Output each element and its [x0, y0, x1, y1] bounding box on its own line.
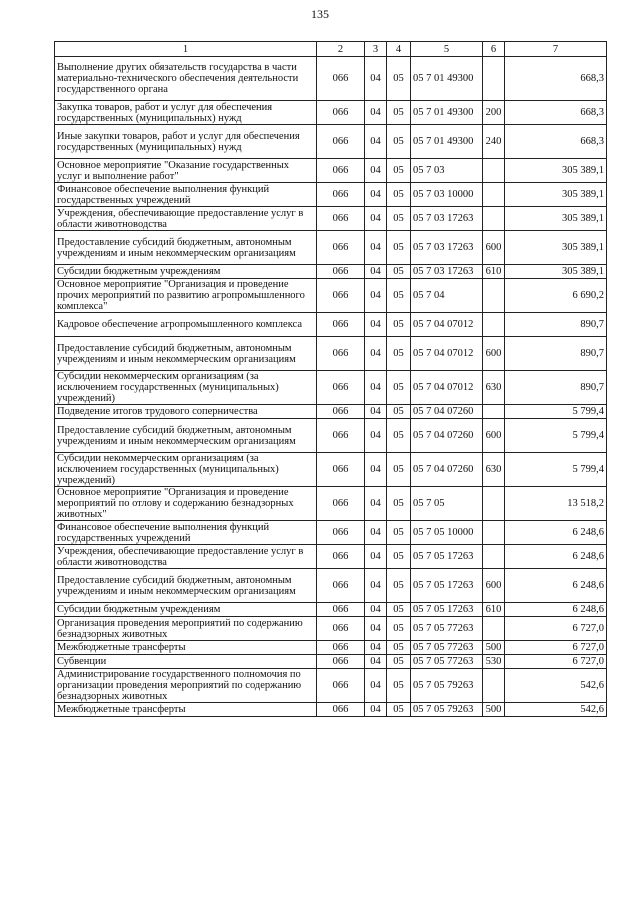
row-amount: 5 799,4 — [505, 405, 607, 419]
row-name: Иные закупки товаров, работ и услуг для обеспечения государственных (муниципальных) нужд — [55, 125, 317, 159]
row-subsection: 05 — [387, 669, 411, 703]
row-admin-code: 066 — [317, 617, 365, 641]
row-amount: 6 727,0 — [505, 655, 607, 669]
row-subsection: 05 — [387, 569, 411, 603]
row-amount: 6 248,6 — [505, 603, 607, 617]
row-admin-code: 066 — [317, 419, 365, 453]
row-amount: 305 389,1 — [505, 183, 607, 207]
row-name: Предоставление субсидий бюджетным, автономным учреждениям и иным некоммерческим организациям — [55, 231, 317, 265]
row-name: Субсидии бюджетным учреждениям — [55, 265, 317, 279]
row-section: 04 — [365, 279, 387, 313]
table-row — [55, 655, 607, 669]
table-row — [55, 337, 607, 371]
table-row — [55, 313, 607, 337]
row-expense-type — [483, 313, 505, 337]
row-section: 04 — [365, 125, 387, 159]
budget-table — [54, 41, 607, 717]
row-admin-code: 066 — [317, 337, 365, 371]
row-section: 04 — [365, 101, 387, 125]
row-subsection: 05 — [387, 655, 411, 669]
row-amount: 305 389,1 — [505, 159, 607, 183]
row-admin-code: 066 — [317, 641, 365, 655]
row-name: Субвенции — [55, 655, 317, 669]
row-subsection: 05 — [387, 617, 411, 641]
header-col-subsection: 4 — [387, 42, 411, 57]
table-row — [55, 405, 607, 419]
row-target-code: 05 7 05 10000 — [411, 521, 483, 545]
table-header — [55, 42, 607, 57]
row-amount: 6 727,0 — [505, 641, 607, 655]
row-amount: 6 248,6 — [505, 521, 607, 545]
row-target-code: 05 7 04 — [411, 279, 483, 313]
row-section: 04 — [365, 453, 387, 487]
row-amount: 890,7 — [505, 337, 607, 371]
row-subsection: 05 — [387, 101, 411, 125]
row-amount: 6 690,2 — [505, 279, 607, 313]
row-amount: 305 389,1 — [505, 265, 607, 279]
header-row — [55, 42, 607, 57]
table-row — [55, 419, 607, 453]
row-expense-type: 500 — [483, 641, 505, 655]
row-admin-code: 066 — [317, 703, 365, 717]
row-target-code: 05 7 01 49300 — [411, 101, 483, 125]
row-name: Предоставление субсидий бюджетным, автономным учреждениям и иным некоммерческим организациям — [55, 337, 317, 371]
table-row — [55, 617, 607, 641]
row-name: Межбюджетные трансферты — [55, 641, 317, 655]
row-target-code: 05 7 05 77263 — [411, 655, 483, 669]
row-expense-type — [483, 669, 505, 703]
table-row — [55, 279, 607, 313]
row-name: Администрирование государственного полномочия по организации проведения мероприятий по содержанию безнадзорных животных — [55, 669, 317, 703]
row-expense-type: 610 — [483, 265, 505, 279]
row-target-code: 05 7 04 07260 — [411, 419, 483, 453]
row-amount: 668,3 — [505, 125, 607, 159]
row-subsection: 05 — [387, 159, 411, 183]
row-expense-type: 600 — [483, 231, 505, 265]
row-target-code: 05 7 05 17263 — [411, 569, 483, 603]
row-admin-code: 066 — [317, 101, 365, 125]
row-section: 04 — [365, 655, 387, 669]
row-target-code: 05 7 03 — [411, 159, 483, 183]
row-name: Предоставление субсидий бюджетным, автономным учреждениям и иным некоммерческим организациям — [55, 419, 317, 453]
table-row — [55, 183, 607, 207]
row-section: 04 — [365, 57, 387, 101]
row-expense-type: 530 — [483, 655, 505, 669]
row-expense-type — [483, 207, 505, 231]
row-section: 04 — [365, 569, 387, 603]
row-section: 04 — [365, 521, 387, 545]
row-name: Учреждения, обеспечивающие предоставление услуг в области животноводства — [55, 207, 317, 231]
row-expense-type: 600 — [483, 419, 505, 453]
row-subsection: 05 — [387, 313, 411, 337]
table-row — [55, 371, 607, 405]
row-subsection: 05 — [387, 521, 411, 545]
table-row — [55, 125, 607, 159]
row-admin-code: 066 — [317, 669, 365, 703]
row-admin-code: 066 — [317, 279, 365, 313]
row-expense-type: 500 — [483, 703, 505, 717]
row-expense-type: 200 — [483, 101, 505, 125]
table-row — [55, 453, 607, 487]
row-name: Организация проведения мероприятий по содержанию безнадзорных животных — [55, 617, 317, 641]
row-admin-code: 066 — [317, 545, 365, 569]
row-admin-code: 066 — [317, 453, 365, 487]
table-row — [55, 487, 607, 521]
table-row — [55, 545, 607, 569]
row-subsection: 05 — [387, 231, 411, 265]
row-admin-code: 066 — [317, 487, 365, 521]
row-section: 04 — [365, 337, 387, 371]
row-expense-type: 240 — [483, 125, 505, 159]
row-subsection: 05 — [387, 57, 411, 101]
row-section: 04 — [365, 207, 387, 231]
row-expense-type — [483, 487, 505, 521]
row-target-code: 05 7 05 77263 — [411, 641, 483, 655]
row-name: Субсидии некоммерческим организациям (за исключением государственных (муниципальных) учреждений) — [55, 371, 317, 405]
row-expense-type: 600 — [483, 569, 505, 603]
row-target-code: 05 7 04 07012 — [411, 337, 483, 371]
row-name: Кадровое обеспечение агропромышленного комплекса — [55, 313, 317, 337]
table-row — [55, 101, 607, 125]
row-admin-code: 066 — [317, 521, 365, 545]
row-section: 04 — [365, 419, 387, 453]
row-expense-type: 630 — [483, 371, 505, 405]
header-col-admin: 2 — [317, 42, 365, 57]
row-expense-type — [483, 159, 505, 183]
row-section: 04 — [365, 487, 387, 521]
row-name: Субсидии бюджетным учреждениям — [55, 603, 317, 617]
header-col-name: 1 — [55, 42, 317, 57]
table-row — [55, 521, 607, 545]
row-amount: 542,6 — [505, 703, 607, 717]
row-subsection: 05 — [387, 487, 411, 521]
row-name: Предоставление субсидий бюджетным, автономным учреждениям и иным некоммерческим организациям — [55, 569, 317, 603]
row-target-code: 05 7 03 17263 — [411, 265, 483, 279]
table-row — [55, 57, 607, 101]
row-target-code: 05 7 04 07012 — [411, 313, 483, 337]
row-section: 04 — [365, 231, 387, 265]
row-target-code: 05 7 01 49300 — [411, 125, 483, 159]
row-target-code: 05 7 05 17263 — [411, 545, 483, 569]
row-subsection: 05 — [387, 279, 411, 313]
row-subsection: 05 — [387, 703, 411, 717]
row-target-code: 05 7 05 79263 — [411, 703, 483, 717]
row-target-code: 05 7 05 77263 — [411, 617, 483, 641]
row-amount: 542,6 — [505, 669, 607, 703]
row-amount: 6 248,6 — [505, 545, 607, 569]
row-section: 04 — [365, 669, 387, 703]
row-admin-code: 066 — [317, 125, 365, 159]
row-section: 04 — [365, 159, 387, 183]
table-row — [55, 159, 607, 183]
row-subsection: 05 — [387, 265, 411, 279]
table-row — [55, 669, 607, 703]
row-section: 04 — [365, 183, 387, 207]
row-amount: 5 799,4 — [505, 453, 607, 487]
row-target-code: 05 7 05 17263 — [411, 603, 483, 617]
row-admin-code: 066 — [317, 207, 365, 231]
table-row — [55, 231, 607, 265]
row-subsection: 05 — [387, 453, 411, 487]
row-subsection: 05 — [387, 603, 411, 617]
row-name: Межбюджетные трансферты — [55, 703, 317, 717]
row-name: Финансовое обеспечение выполнения функций государственных учреждений — [55, 183, 317, 207]
row-expense-type — [483, 617, 505, 641]
row-name: Подведение итогов трудового соперничества — [55, 405, 317, 419]
row-section: 04 — [365, 617, 387, 641]
row-subsection: 05 — [387, 545, 411, 569]
row-amount: 890,7 — [505, 313, 607, 337]
row-subsection: 05 — [387, 125, 411, 159]
row-target-code: 05 7 05 — [411, 487, 483, 521]
row-name: Закупка товаров, работ и услуг для обеспечения государственных (муниципальных) нужд — [55, 101, 317, 125]
row-expense-type — [483, 405, 505, 419]
row-section: 04 — [365, 265, 387, 279]
row-expense-type — [483, 57, 505, 101]
header-col-amount: 7 — [505, 42, 607, 57]
row-name: Основное мероприятие "Оказание государственных услуг и выполнение работ" — [55, 159, 317, 183]
row-admin-code: 066 — [317, 159, 365, 183]
table-row — [55, 569, 607, 603]
row-target-code: 05 7 04 07260 — [411, 453, 483, 487]
row-section: 04 — [365, 545, 387, 569]
row-expense-type — [483, 521, 505, 545]
row-section: 04 — [365, 703, 387, 717]
page-number: 135 — [311, 7, 329, 21]
row-admin-code: 066 — [317, 231, 365, 265]
row-admin-code: 066 — [317, 405, 365, 419]
row-subsection: 05 — [387, 371, 411, 405]
row-subsection: 05 — [387, 419, 411, 453]
row-amount: 6 727,0 — [505, 617, 607, 641]
row-admin-code: 066 — [317, 655, 365, 669]
row-section: 04 — [365, 371, 387, 405]
row-amount: 668,3 — [505, 57, 607, 101]
row-subsection: 05 — [387, 641, 411, 655]
row-admin-code: 066 — [317, 603, 365, 617]
table-body — [55, 57, 607, 717]
row-expense-type: 610 — [483, 603, 505, 617]
row-admin-code: 066 — [317, 313, 365, 337]
row-admin-code: 066 — [317, 371, 365, 405]
row-subsection: 05 — [387, 337, 411, 371]
row-name: Учреждения, обеспечивающие предоставление услуг в области животноводства — [55, 545, 317, 569]
row-expense-type — [483, 279, 505, 313]
row-name: Финансовое обеспечение выполнения функций государственных учреждений — [55, 521, 317, 545]
row-subsection: 05 — [387, 405, 411, 419]
row-expense-type — [483, 183, 505, 207]
header-col-vr: 6 — [483, 42, 505, 57]
row-name: Субсидии некоммерческим организациям (за исключением государственных (муниципальных) учреждений) — [55, 453, 317, 487]
table-row — [55, 641, 607, 655]
row-target-code: 05 7 03 10000 — [411, 183, 483, 207]
table-row — [55, 207, 607, 231]
row-section: 04 — [365, 603, 387, 617]
row-target-code: 05 7 04 07260 — [411, 405, 483, 419]
header-col-target: 5 — [411, 42, 483, 57]
row-amount: 13 518,2 — [505, 487, 607, 521]
table-row — [55, 703, 607, 717]
row-name: Выполнение других обязательств государства в части материально-технического обеспечения деятельности государственного органа — [55, 57, 317, 101]
row-name: Основное мероприятие "Организация и проведение мероприятий по отлову и содержанию безнадзорных животных" — [55, 487, 317, 521]
row-admin-code: 066 — [317, 265, 365, 279]
table-row — [55, 265, 607, 279]
row-section: 04 — [365, 313, 387, 337]
row-amount: 305 389,1 — [505, 231, 607, 265]
row-target-code: 05 7 04 07012 — [411, 371, 483, 405]
row-amount: 890,7 — [505, 371, 607, 405]
row-name: Основное мероприятие "Организация и проведение прочих мероприятий по развитию агропромышленного комплекса" — [55, 279, 317, 313]
row-admin-code: 066 — [317, 57, 365, 101]
row-admin-code: 066 — [317, 183, 365, 207]
row-target-code: 05 7 01 49300 — [411, 57, 483, 101]
row-amount: 668,3 — [505, 101, 607, 125]
row-target-code: 05 7 05 79263 — [411, 669, 483, 703]
row-amount: 5 799,4 — [505, 419, 607, 453]
row-expense-type: 630 — [483, 453, 505, 487]
header-col-section: 3 — [365, 42, 387, 57]
row-subsection: 05 — [387, 183, 411, 207]
row-target-code: 05 7 03 17263 — [411, 231, 483, 265]
row-target-code: 05 7 03 17263 — [411, 207, 483, 231]
row-section: 04 — [365, 405, 387, 419]
row-section: 04 — [365, 641, 387, 655]
row-admin-code: 066 — [317, 569, 365, 603]
row-amount: 305 389,1 — [505, 207, 607, 231]
row-subsection: 05 — [387, 207, 411, 231]
table-row — [55, 603, 607, 617]
row-expense-type: 600 — [483, 337, 505, 371]
row-amount: 6 248,6 — [505, 569, 607, 603]
row-expense-type — [483, 545, 505, 569]
